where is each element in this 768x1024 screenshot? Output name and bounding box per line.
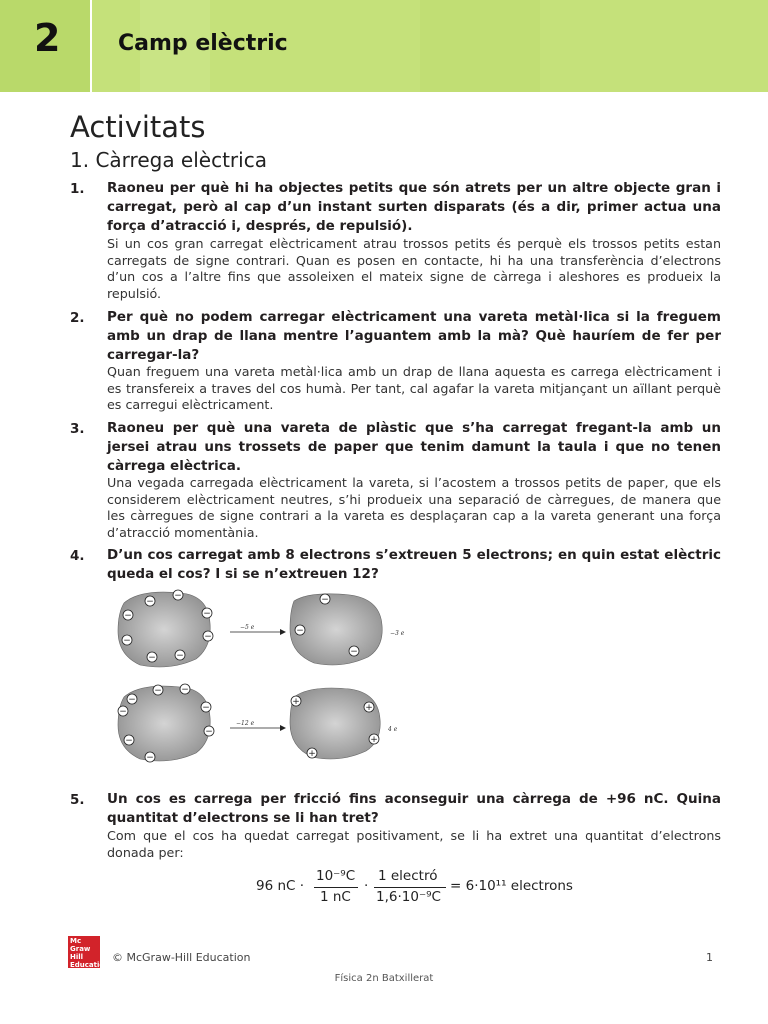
copyright-text: © McGraw-Hill Education [112,951,251,964]
question-text: Per què no podem carregar elèctricament una vareta metàl·lica si la freguem amb un drap de llana mentre l’aguantem amb la mà? Què hauríem de fer per carregar-la? [107,309,721,363]
svg-text:+: + [370,735,378,745]
question-text: Raoneu per què una vareta de plàstic que s’ha carregat fregant-la amb un jersei atrau uns trossets de paper que tenim damunt la taula i que no tenen càrrega elèctrica. [107,420,721,474]
answer-text: Quan freguem una vareta metàl·lica amb un drap de llana aquesta es carrega elèctricament i es transfereix a traves del cos humà. Per tant, cal agafar la vareta mitjançant un aïllant perquè es carregui elèctricament. [107,364,721,412]
answer-text: Una vegada carregada elèctricament la vareta, si l’acostem a trossos petits de paper, que els considerem elèctricament neutres, s’hi produeix una separació de càrregues, de manera que les càrregues de signe contrari a la vareta es desplaçaran cap a la vareta generant una força d’atracció momentània. [107,475,721,540]
svg-text:−: − [203,609,211,619]
course-name: Física 2n Batxillerat [334,973,434,984]
question-number: 5. [70,792,85,808]
publisher-logo: Mc Graw Hill Education [70,937,110,969]
svg-text:−: − [148,653,156,663]
fraction-bar [374,887,446,888]
formula-result: = 6·10¹¹ electrons [450,878,573,894]
section-title: Activitats [70,110,206,144]
electron-transfer-figure [110,585,410,770]
svg-text:+: + [365,703,373,713]
question-number: 1. [70,181,85,197]
question-text: Raoneu per què hi ha objectes petits que són atrets per un altre objecte gran i carregat, però al cap d’un instant surten disparats (és a dir, primer actua una força d’atracció i, després, de repulsió). [107,180,721,234]
question-text: D’un cos carregat amb 8 electrons s’extreuen 5 electrons; en quin estat elèctric queda el cos? I si se n’extreuen 12? [107,547,721,582]
svg-text:−: − [146,753,154,763]
question-number: 4. [70,548,85,564]
svg-text:−: − [146,597,154,607]
svg-text:+: + [308,749,316,759]
answer-text: Si un cos gran carregat elèctricament atrau trossos petits és perquè els trossos petits estan carregats de signe contrari. Quan es posen en contacte, hi ha una transferència d’electrons d’un cos a l’altre fins que assoleixen el mateix signe de càrrega i aleshores es produeix la repulsió. [107,236,721,301]
formula-fraction-numerator: 10⁻⁹C [316,868,356,884]
fraction-bar [314,887,358,888]
svg-text:−: − [154,686,162,696]
svg-text:−: − [202,703,210,713]
result-label: 4 e [388,726,398,733]
formula-lead: 96 nC · [256,878,305,894]
answer-text: Com que el cos ha quedat carregat positivament, se li ha extret una quantitat d’electrons donada per: [107,828,721,860]
section-subtitle: 1. Càrrega elèctrica [70,148,267,172]
arrow-label: −5 e [240,624,255,631]
chapter-number: 2 [34,16,61,60]
svg-text:−: − [204,632,212,642]
svg-text:−: − [124,611,132,621]
electron-count-formula [250,866,590,908]
header-shade [420,0,540,92]
charged-body [118,592,210,667]
formula-dot: · [364,878,369,894]
charged-body [290,688,380,759]
page-number: 1 [706,951,713,964]
svg-text:−: − [181,685,189,695]
result-label: −3 e [390,630,405,637]
chapter-header [0,0,768,92]
chapter-title: Camp elèctric [118,31,288,56]
header-divider [90,0,92,92]
svg-text:−: − [205,727,213,737]
svg-text:+: + [292,697,300,707]
svg-text:−: − [128,695,136,705]
formula-fraction-numerator: 1 electró [378,868,438,884]
formula-fraction-denominator: 1 nC [320,889,351,905]
svg-text:−: − [321,595,329,605]
arrow-label: −12 e [236,720,255,727]
svg-text:−: − [174,591,182,601]
svg-text:−: − [296,626,304,636]
svg-text:−: − [125,736,133,746]
formula-fraction-denominator: 1,6·10⁻⁹C [376,889,441,905]
svg-text:−: − [123,636,131,646]
svg-text:−: − [350,647,358,657]
svg-text:−: − [176,651,184,661]
question-text: Un cos es carrega per fricció fins aconseguir una càrrega de +96 nC. Quina quantitat d’electrons se li han tret? [107,791,721,826]
question-number: 2. [70,310,85,326]
question-number: 3. [70,421,85,437]
svg-text:−: − [119,707,127,717]
